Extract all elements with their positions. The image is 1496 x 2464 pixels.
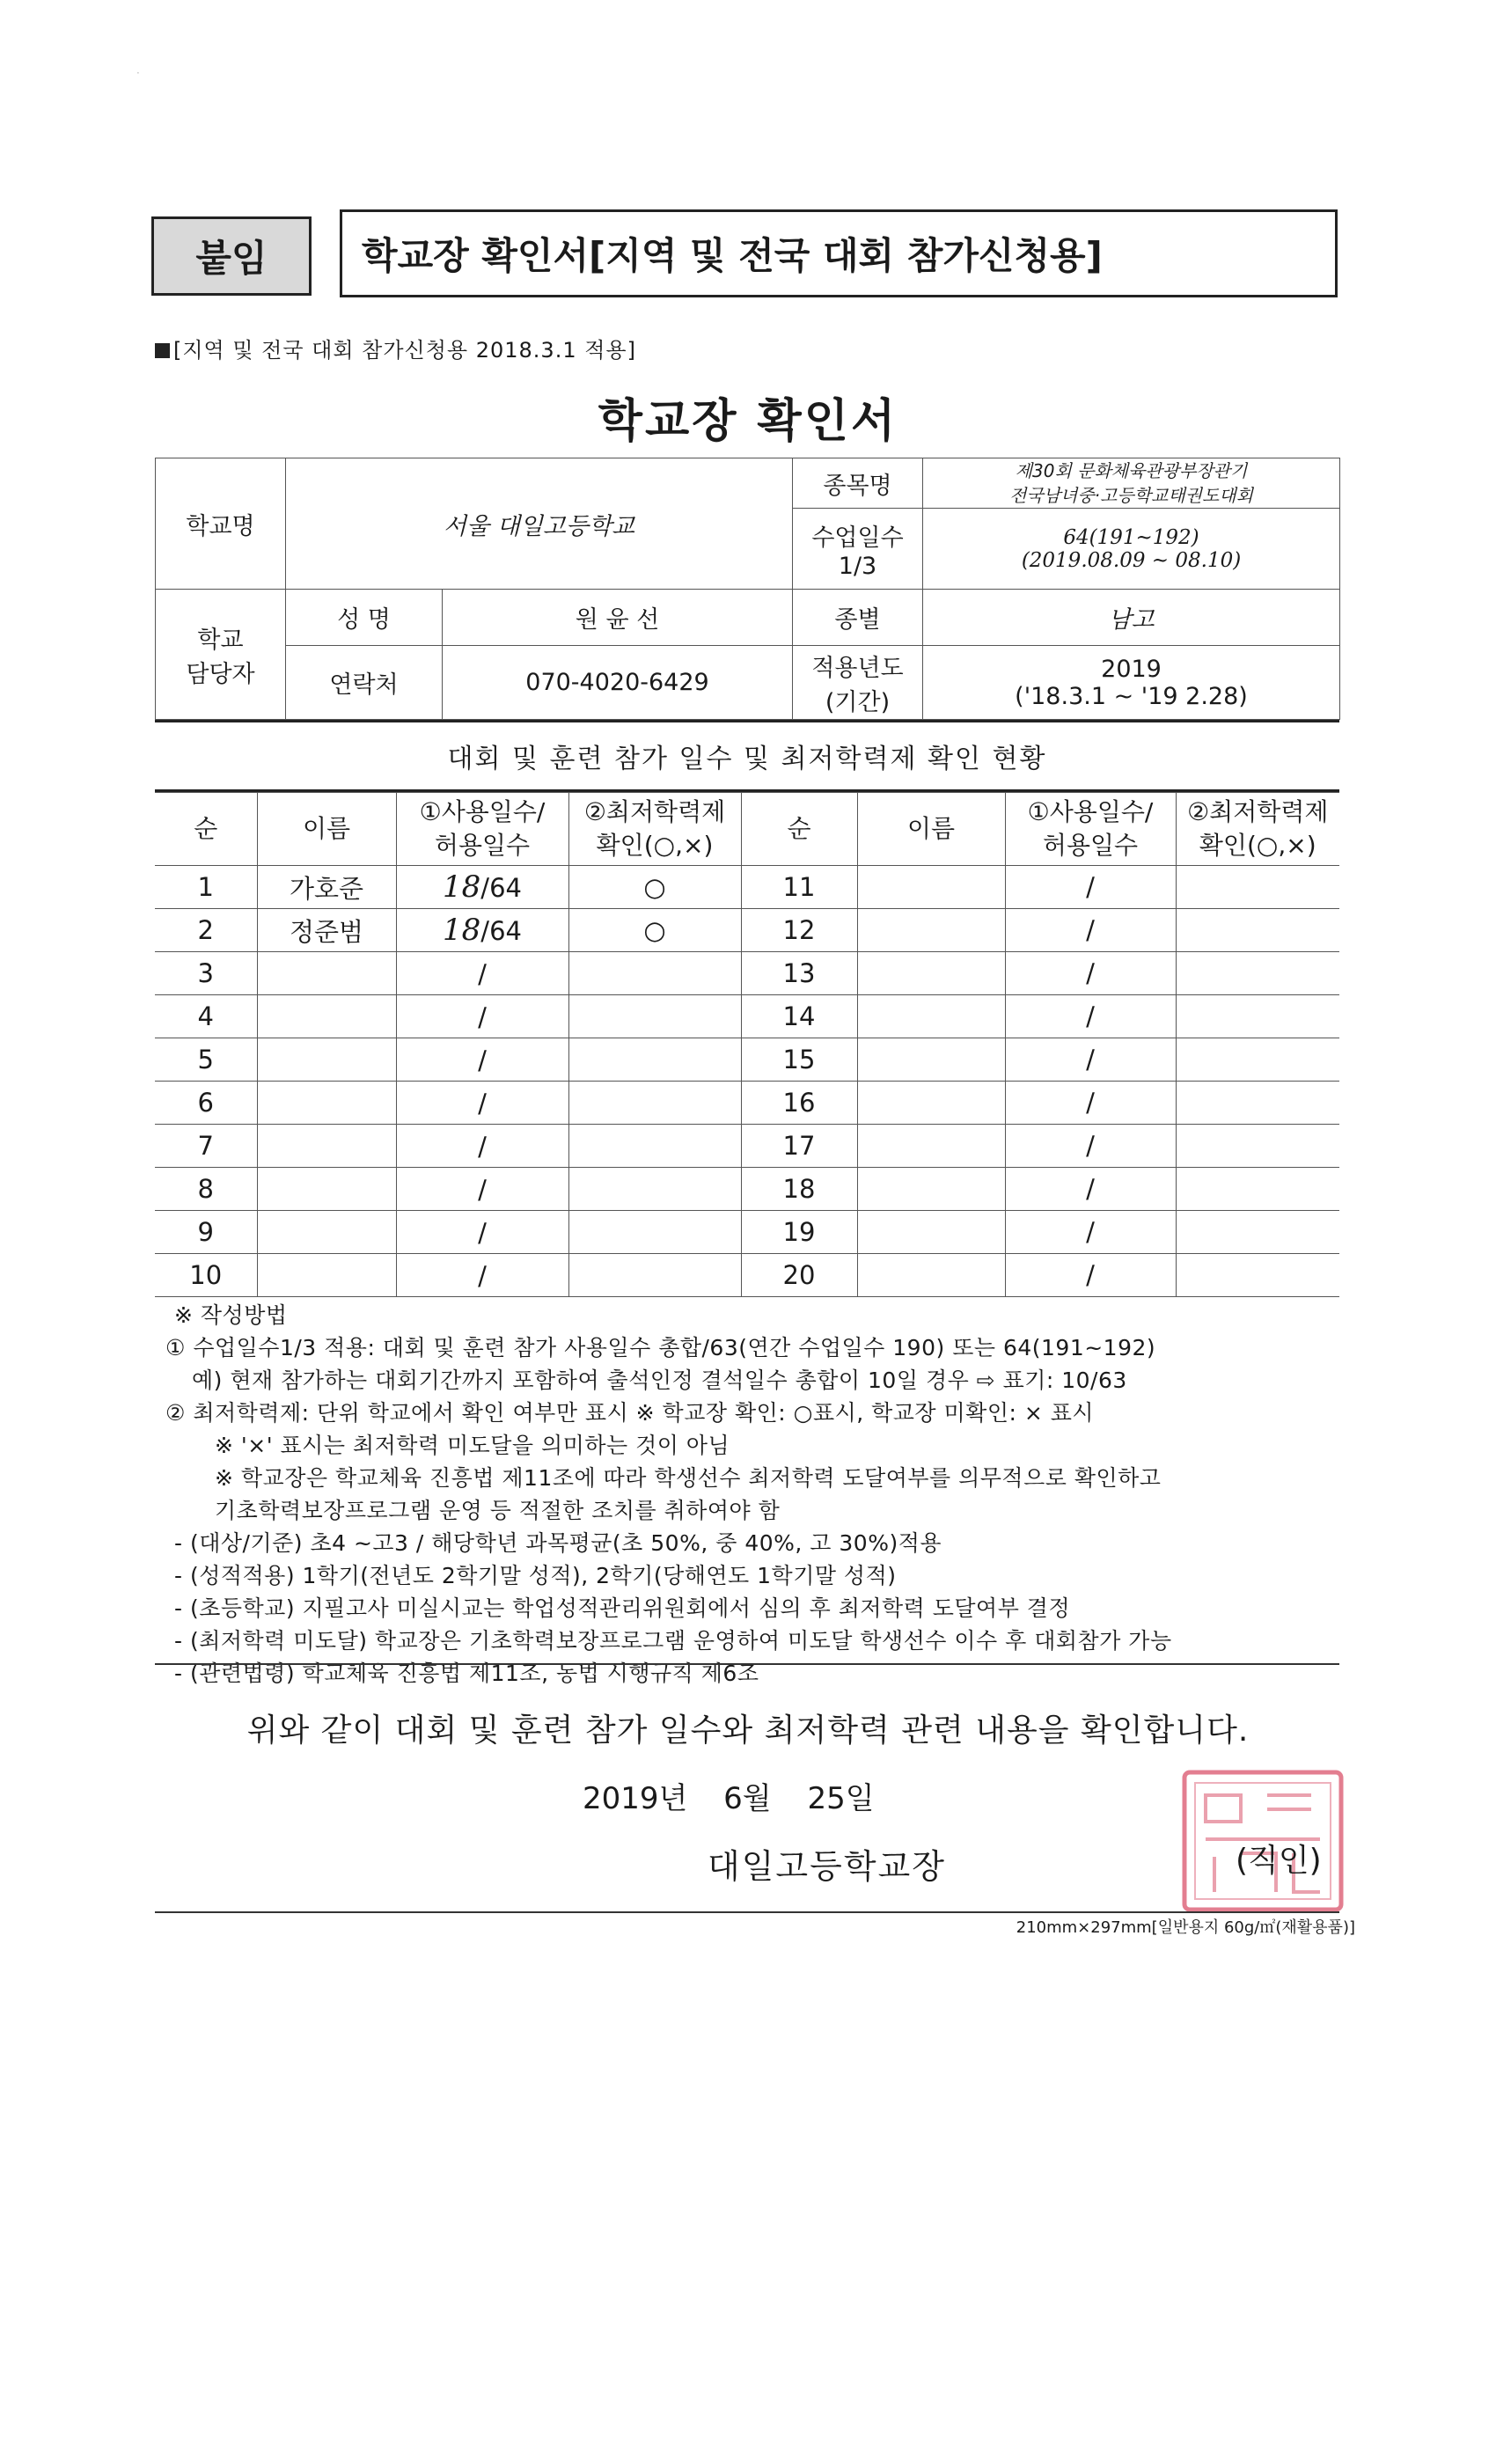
bottom-divider [155, 1911, 1339, 1913]
row-days [396, 1038, 568, 1082]
row-days-right: / [1005, 1254, 1176, 1297]
row-seq: 4 [155, 995, 257, 1038]
allowed-days: /64 [480, 916, 522, 946]
row-days-right: / [1005, 1082, 1176, 1125]
allowed-days: / [478, 1045, 487, 1075]
header-check-line2: 확인(○,×) [596, 831, 714, 860]
scan-speck: · [136, 67, 140, 79]
table-row [155, 866, 1339, 909]
note-line: ① 수업일수1/3 적용: 대회 및 훈련 참가 사용일수 총합/63(연간 수업일수 190) 또는 64(191~192) [165, 1335, 1156, 1360]
row-seq-right: 18 [741, 1168, 857, 1211]
row-name-right [857, 1038, 1005, 1082]
writing-instructions [165, 1299, 1345, 1690]
row-name-right [857, 1211, 1005, 1254]
year-label-line1: 적용년도 [811, 654, 904, 682]
note-line: 예) 현재 참가하는 대회기간까지 포함하여 출석인정 결석일수 총합이 10일 경우 ⇨ 표기: 10/63 [192, 1368, 1127, 1393]
confirmation-statement: 위와 같이 대회 및 훈련 참가 일수와 최저학력 관련 내용을 확인합니다. [246, 1712, 1250, 1749]
row-seq: 9 [155, 1211, 257, 1254]
issue-date: 2019년 6월 25일 [583, 1781, 875, 1816]
row-days-right: / [1005, 909, 1176, 952]
row-days [396, 1125, 568, 1168]
allowed-days: / [478, 959, 487, 989]
table-row [155, 952, 1339, 995]
event-label: 종목명 [793, 458, 923, 509]
allowed-days: / [478, 1175, 487, 1205]
row-days-right: / [1005, 1125, 1176, 1168]
allowed-days: / [478, 1132, 487, 1162]
row-check [568, 1168, 741, 1211]
row-seq: 10 [155, 1254, 257, 1297]
note-line: - (초등학교) 지필고사 미실시교는 학업성적관리위원회에서 심의 후 최저학력 도달여부 결정 [174, 1595, 1071, 1621]
row-name [257, 952, 396, 995]
note-line: ② 최저학력제: 단위 학교에서 확인 여부만 표시 ※ 학교장 확인: ○표시, 학교장 미확인: × 표시 [165, 1400, 1095, 1426]
event-name [923, 458, 1340, 509]
row-check-right [1176, 1254, 1339, 1297]
event-name-line1: 제30회 문화체육관광부장관기 [1015, 460, 1248, 481]
row-days [396, 866, 568, 909]
row-name-right [857, 1125, 1005, 1168]
row-seq: 7 [155, 1125, 257, 1168]
attachment-tag: 붙임 [151, 216, 312, 296]
header-seq-right: 순 [741, 793, 857, 866]
row-seq-right: 20 [741, 1254, 857, 1297]
row-seq: 1 [155, 866, 257, 909]
row-days [396, 909, 568, 952]
event-name-line2: 전국남녀중·고등학교태권도대회 [1009, 485, 1253, 506]
row-name [257, 1211, 396, 1254]
contact-value: 070-4020-6429 [443, 646, 793, 720]
note-line: - (성적적용) 1학기(전년도 2학기말 성적), 2학기(당해연도 1학기말 성적) [174, 1563, 897, 1588]
header-check [568, 793, 741, 866]
row-days-right: / [1005, 1168, 1176, 1211]
row-check [568, 1082, 741, 1125]
row-days [396, 1211, 568, 1254]
header-days-line1: ①사용일수/ [419, 797, 546, 826]
row-check-right [1176, 952, 1339, 995]
notes-divider [155, 1663, 1339, 1665]
row-name [257, 1254, 396, 1297]
row-check: ○ [568, 909, 741, 952]
used-days: 18 [443, 913, 481, 948]
note-line: ※ 학교장은 학교체육 진흥법 제11조에 따라 학생선수 최저학력 도달여부를 의무적으로 확인하고 [215, 1465, 1162, 1491]
row-name-right [857, 995, 1005, 1038]
row-seq: 2 [155, 909, 257, 952]
year-label-line2: (기간) [825, 688, 891, 716]
row-name: 정준범 [257, 909, 396, 952]
allowed-days: / [478, 1002, 487, 1032]
contact-label: 연락처 [286, 646, 443, 720]
row-days-right: / [1005, 1211, 1176, 1254]
header-days [396, 793, 568, 866]
row-days [396, 952, 568, 995]
row-name-right [857, 1168, 1005, 1211]
row-name [257, 995, 396, 1038]
row-seq: 8 [155, 1168, 257, 1211]
row-seq-right: 17 [741, 1125, 857, 1168]
row-check-right [1176, 909, 1339, 952]
row-seq: 6 [155, 1082, 257, 1125]
row-name [257, 1168, 396, 1211]
table-row [155, 1125, 1339, 1168]
row-check-right [1176, 1082, 1339, 1125]
row-seq-right: 11 [741, 866, 857, 909]
row-check [568, 995, 741, 1038]
school-name: 서울 대일고등학교 [286, 458, 793, 590]
manager-label-line1: 학교 [197, 626, 244, 654]
paper-spec-footer: 210mm×297mm[일반용지 60g/㎡(재활용품)] [1016, 1918, 1355, 1937]
seal-label: (직인) [1236, 1843, 1322, 1879]
row-seq: 5 [155, 1038, 257, 1082]
row-check-right [1176, 1168, 1339, 1211]
table-row [155, 995, 1339, 1038]
table-row [155, 1254, 1339, 1297]
row-days [396, 1254, 568, 1297]
class-days-label-line2: 1/3 [838, 552, 877, 580]
header-days-right [1005, 793, 1176, 866]
gender-value: 남고 [923, 590, 1340, 646]
row-name-right [857, 1254, 1005, 1297]
subheading-text: [지역 및 전국 대회 참가신청용 2018.3.1 적용] [173, 338, 636, 363]
header-days-line2: 허용일수 [434, 831, 531, 860]
row-name-right [857, 1082, 1005, 1125]
square-bullet-icon [155, 343, 170, 358]
row-check [568, 1038, 741, 1082]
row-days [396, 1168, 568, 1211]
school-label: 학교명 [156, 458, 286, 590]
row-check-right [1176, 1125, 1339, 1168]
row-seq-right: 16 [741, 1082, 857, 1125]
row-name [257, 1038, 396, 1082]
row-check-right [1176, 1211, 1339, 1254]
row-days-right: / [1005, 866, 1176, 909]
school-info-table [155, 458, 1340, 720]
name-label: 성 명 [286, 590, 443, 646]
header-days-right-line2: 허용일수 [1042, 831, 1139, 860]
year-period: ('18.3.1 ~ '19 2.28) [1015, 682, 1248, 710]
table-row [155, 909, 1339, 952]
class-days-label [793, 509, 923, 590]
row-check: ○ [568, 866, 741, 909]
row-check-right [1176, 866, 1339, 909]
row-days [396, 1082, 568, 1125]
participation-table [155, 792, 1339, 1297]
row-days [396, 995, 568, 1038]
allowed-days: / [478, 1261, 487, 1291]
year-value [923, 646, 1340, 720]
note-line: - (최저학력 미도달) 학교장은 기초학력보장프로그램 운영하여 미도달 학생선수 이수 후 대회참가 가능 [174, 1628, 1172, 1654]
header-check-right [1176, 793, 1339, 866]
header-days-right-line1: ①사용일수/ [1027, 797, 1154, 826]
header-name: 이름 [257, 793, 396, 866]
row-name-right [857, 952, 1005, 995]
row-name: 가호준 [257, 866, 396, 909]
row-seq-right: 19 [741, 1211, 857, 1254]
header-check-right-line1: ②최저학력제 [1187, 797, 1329, 826]
row-check [568, 952, 741, 995]
row-seq-right: 15 [741, 1038, 857, 1082]
row-check [568, 1211, 741, 1254]
note-line: 기초학력보장프로그램 운영 등 적절한 조치를 취하여야 함 [215, 1498, 781, 1523]
note-line: - (대상/기준) 초4 ~고3 / 해당학년 과목평균(초 50%, 중 40%, 고 30%)적용 [174, 1530, 942, 1556]
table-row [155, 1038, 1339, 1082]
table-header-row [155, 793, 1339, 866]
row-name-right [857, 909, 1005, 952]
manager-name: 원 윤 선 [443, 590, 793, 646]
manager-label [156, 590, 286, 720]
row-seq: 3 [155, 952, 257, 995]
row-check [568, 1125, 741, 1168]
manager-label-line2: 담당자 [186, 660, 255, 688]
row-seq-right: 13 [741, 952, 857, 995]
note-line: ※ '×' 표시는 최저학력 미도달을 의미하는 것이 아님 [215, 1433, 730, 1458]
used-days: 18 [443, 869, 481, 905]
allowed-days: / [478, 1089, 487, 1118]
row-seq-right: 14 [741, 995, 857, 1038]
row-days-right: / [1005, 1038, 1176, 1082]
class-days-label-line1: 수업일수 [811, 524, 904, 552]
header-seq: 순 [155, 793, 257, 866]
row-days-right: / [1005, 995, 1176, 1038]
table-row [155, 1168, 1339, 1211]
allowed-days: /64 [480, 873, 522, 903]
header-check-line1: ②최저학력제 [583, 797, 726, 826]
table-row [155, 1082, 1339, 1125]
row-check [568, 1254, 741, 1297]
row-days-right: / [1005, 952, 1176, 995]
note-line: - (관련법령) 학교체육 진흥법 제11조, 동법 시행규칙 제6조 [174, 1661, 759, 1686]
row-name-right [857, 866, 1005, 909]
row-seq-right: 12 [741, 909, 857, 952]
class-days-value [923, 509, 1340, 590]
table-row [155, 1211, 1339, 1254]
row-name [257, 1082, 396, 1125]
row-check-right [1176, 1038, 1339, 1082]
row-check-right [1176, 995, 1339, 1038]
class-days-period: (2019.08.09 ~ 08.10) [1021, 548, 1242, 572]
section-title: 대회 및 훈련 참가 일수 및 최저학력제 확인 현황 [155, 720, 1339, 792]
year-label [793, 646, 923, 720]
principal-title: 대일고등학교장 [708, 1847, 946, 1886]
row-name [257, 1125, 396, 1168]
year-number: 2019 [1101, 655, 1162, 683]
class-days-number: 64(191~192) [1063, 525, 1199, 549]
allowed-days: / [478, 1218, 487, 1248]
note-line: ※ 작성방법 [174, 1302, 288, 1328]
gender-label: 종별 [793, 590, 923, 646]
form-subheading [155, 333, 636, 363]
header-check-right-line2: 확인(○,×) [1199, 831, 1316, 860]
form-title: 학교장 확인서[지역 및 전국 대회 참가신청용] [340, 209, 1338, 297]
header-name-right: 이름 [857, 793, 1005, 866]
document-title: 학교장 확인서 [598, 395, 898, 448]
